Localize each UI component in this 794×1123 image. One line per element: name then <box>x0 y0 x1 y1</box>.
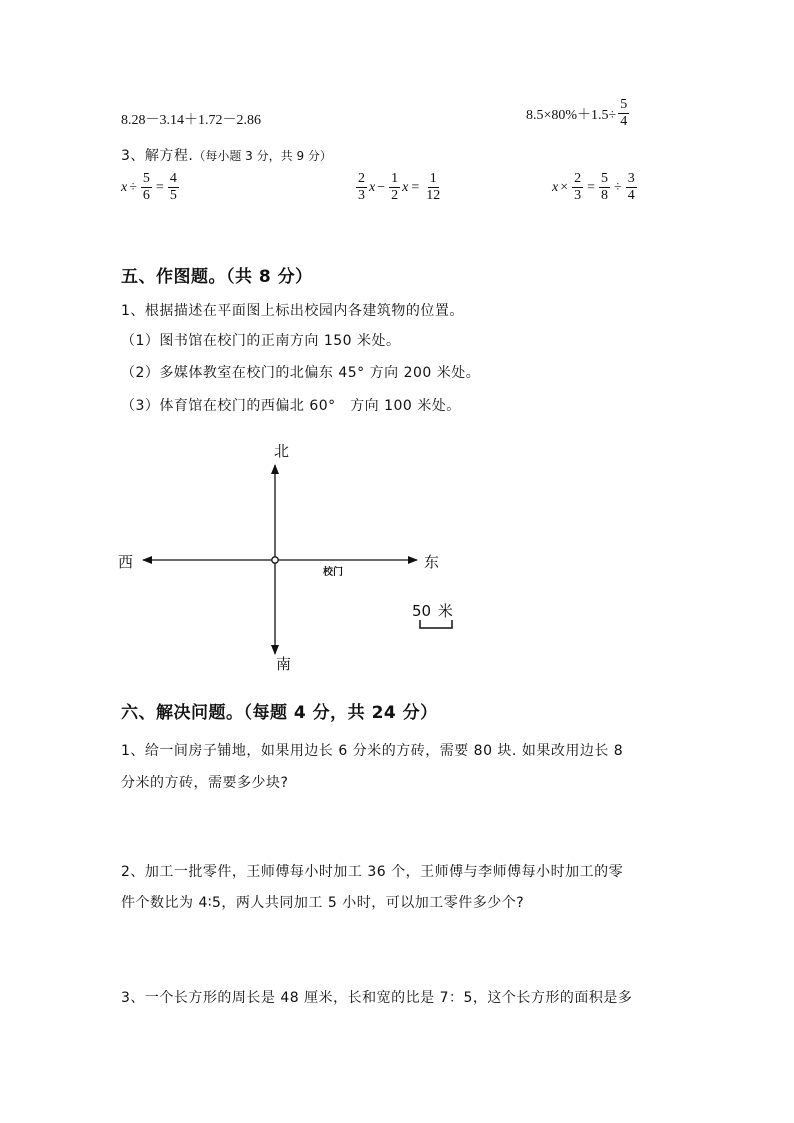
section5-item-1: （1）图书馆在校门的正南方向 150 米处。 <box>121 333 401 349</box>
section3-title: 3、解方程. <box>121 148 194 164</box>
section5-item-3: （3）体育馆在校门的西偏北 60° 方向 100 米处。 <box>121 398 461 414</box>
equation-1: x ÷ $\frac{5}{6}$ = $\frac{4}{5}$ <box>121 171 177 203</box>
scale-value: 50 <box>412 602 432 620</box>
equation-3: x × $\frac{2}{3}$ = $\frac{5}{8}$ ÷ $\frac{3}{4}$ <box>552 171 635 203</box>
gate-point <box>272 557 278 563</box>
section6-heading: 六、解决问题。（每题 4 分，共 24 分） <box>121 703 438 723</box>
calc-expression-1: 8.28－3.14＋1.72－2.86 <box>121 113 261 128</box>
fraction: $\frac{2}{3}$ <box>574 171 582 203</box>
scale-label <box>412 600 453 621</box>
fraction: $\frac{1}{2}$ <box>391 171 399 203</box>
fraction: $\frac{3}{4}$ <box>627 171 635 203</box>
label-west: 西 <box>118 553 134 571</box>
fraction: $\frac{2}{3}$ <box>358 171 365 203</box>
section5-question: 1、根据描述在平面图上标出校园内各建筑物的位置。 <box>121 303 464 319</box>
fraction: $\frac{5}{4}$ <box>620 97 628 129</box>
label-east: 东 <box>424 553 440 571</box>
calc-expression-2-prefix: 8.5×80%＋1.5÷ <box>526 107 617 123</box>
fraction: $\frac{1}{12}$ <box>426 171 441 203</box>
fraction: $\frac{5}{6}$ <box>142 171 150 203</box>
scale-bracket <box>420 620 452 628</box>
fraction: $\frac{5}{8}$ <box>601 171 609 203</box>
fraction: $\frac{4}{5}$ <box>169 171 177 203</box>
section5-item-2: （2）多媒体教室在校门的北偏东 45° 方向 200 米处。 <box>121 365 481 381</box>
equation-2: $\frac{2}{3}$ x − $\frac{1}{2}$ x = $\frac{1}{12}$ <box>358 171 441 203</box>
scale-unit: 米 <box>437 602 453 620</box>
section5-heading: 五、作图题。（共 8 分） <box>121 267 313 287</box>
section6-q2-line1: 2、加工一批零件，王师傅每小时加工 36 个，王师傅与李师傅每小时加工的零 <box>121 864 624 880</box>
section6-q2-line2: 件个数比为 4∶5，两人共同加工 5 小时，可以加工零件多少个? <box>121 895 525 911</box>
section6-q3-line1: 3、一个长方形的周长是 48 厘米，长和宽的比是 7：5，这个长方形的面积是多 <box>121 990 633 1006</box>
section6-q1-line2: 分米的方砖，需要多少块? <box>121 775 289 791</box>
section3-note: （每小题 3 分，共 9 分） <box>193 149 332 163</box>
section6-q1-line1: 1、给一间房子铺地，如果用边长 6 分米的方砖，需要 80 块. 如果改用边长 8 <box>121 743 624 759</box>
label-gate: 校门 <box>323 567 343 578</box>
label-north: 北 <box>274 442 290 460</box>
label-south: 南 <box>276 655 292 673</box>
